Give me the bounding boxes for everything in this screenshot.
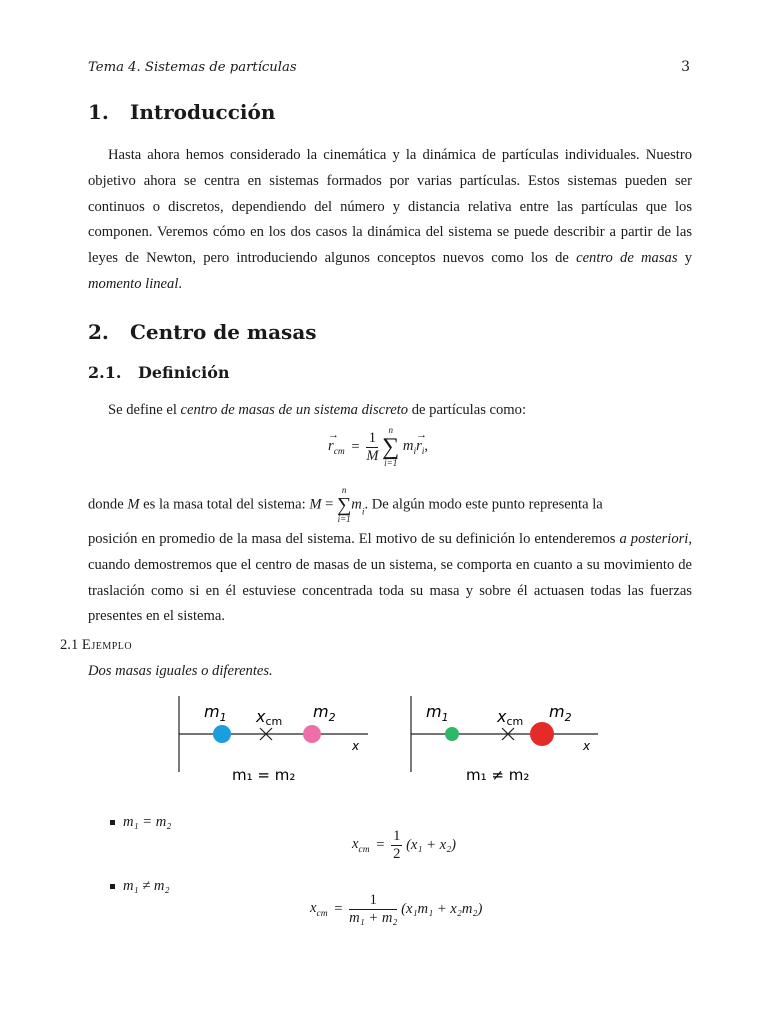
subscript: cm — [316, 908, 328, 919]
running-title: Tema 4. Sistemas de partículas — [88, 60, 297, 75]
fraction — [391, 828, 402, 863]
paragraph-text: . — [178, 275, 183, 292]
emphasis-term: momento lineal — [88, 275, 179, 292]
mass-symbol: m — [351, 496, 362, 513]
numerator: 1 — [366, 430, 378, 448]
paragraph-text: posición en promedio de la masa del sistema. El motivo de su definición lo entenderemos — [88, 531, 620, 547]
label-m2: $m_2$ — [549, 702, 572, 724]
equals-sign: = — [351, 438, 360, 455]
center-of-mass-equation — [328, 426, 428, 468]
paragraph-text: . De algún modo este punto representa la — [364, 496, 603, 513]
sum-term — [402, 428, 429, 457]
intro-paragraph — [88, 143, 692, 298]
denominator: M — [366, 447, 379, 464]
axis-label-x: x — [583, 739, 591, 753]
emphasis-term: centro de masas de un sistema discreto — [180, 402, 409, 418]
example-number: 2.1 — [60, 637, 79, 653]
equation-rhs: (x₁m₁ + x₂m₂) — [401, 901, 483, 917]
fraction — [349, 892, 397, 927]
sum-upper-limit: n — [388, 425, 393, 435]
two-masses-figure — [170, 692, 610, 792]
equation-rhs: (x₁ + x₂) — [406, 837, 457, 853]
case-unequal-masses — [110, 878, 170, 895]
vector-arrow-icon: → — [416, 428, 428, 441]
definition-sentence — [108, 402, 526, 419]
unequal-masses-caption: m₁ ≠ m₂ — [466, 766, 530, 784]
case-condition: m₁ ≠ m₂ — [123, 878, 170, 894]
paragraph-text: Se define el — [108, 402, 181, 418]
label-xcm: xcm — [256, 707, 283, 728]
unequal-masses-panel — [411, 696, 598, 784]
example-label: Ejemplo — [81, 637, 133, 653]
emphasis-term: centro de masas — [576, 250, 678, 267]
vector-arrow-icon: → — [328, 428, 339, 441]
equals-sign: = — [334, 901, 343, 917]
equals-sign: = — [321, 496, 338, 513]
punctuation: , — [424, 437, 429, 454]
bullet-icon — [110, 884, 115, 889]
total-mass-paragraph — [88, 527, 692, 630]
sum-lower-limit: i=1 — [384, 458, 398, 468]
denominator: m₁ + m₂ — [349, 910, 398, 926]
numerator: 1 — [393, 828, 401, 844]
mass-2-dot — [303, 725, 321, 743]
mass-1-dot — [445, 727, 459, 741]
example-heading — [60, 637, 132, 654]
section-number: 1. — [88, 100, 109, 124]
denominator: 2 — [393, 846, 401, 862]
label-xcm: xcm — [497, 707, 524, 728]
case-condition: m₁ = m₂ — [123, 814, 172, 830]
label-m1: $m_1$ — [426, 702, 449, 724]
axis-label-x: x — [352, 739, 360, 753]
sum-upper-limit: n — [341, 485, 347, 495]
mass-symbol: m — [402, 437, 414, 454]
equals-sign: = — [376, 837, 385, 853]
label-m1: $m_1$ — [204, 702, 227, 724]
mass-symbol: M — [309, 496, 322, 513]
numerator: 1 — [349, 892, 397, 910]
sigma-icon: ∑ — [382, 434, 400, 460]
vector-symbol: r — [416, 437, 422, 454]
emphasis-term: a posteriori — [619, 531, 689, 547]
section-title: Centro de masas — [130, 320, 317, 344]
case-equal-masses — [110, 814, 171, 831]
subscript: cm — [333, 446, 345, 457]
subscript: i — [413, 446, 417, 457]
paragraph-text: de partículas como: — [408, 402, 527, 418]
mass-1-dot — [213, 725, 231, 743]
example-subtitle-text: Dos masas iguales o diferentes. — [88, 663, 273, 679]
paragraph-text: y — [677, 250, 692, 267]
summation — [337, 486, 351, 524]
vector-symbol: r — [328, 437, 334, 454]
section-number: 2. — [88, 320, 109, 344]
subscript: i — [361, 507, 365, 518]
page-number: 3 — [681, 59, 690, 75]
mass-symbol: M — [127, 496, 140, 513]
position-symbol: x — [310, 900, 317, 917]
subsection-title: Definición — [138, 363, 230, 382]
sigma-icon: ∑ — [337, 494, 352, 516]
sum-lower-limit: i=1 — [337, 514, 351, 524]
position-vector — [328, 428, 345, 457]
subsection-heading — [88, 363, 230, 382]
subscript: cm — [358, 844, 370, 855]
mass-2-dot — [530, 722, 554, 746]
equal-masses-panel — [179, 696, 368, 784]
section-heading-2 — [88, 320, 317, 344]
paragraph-text: , cuando demostremos que el centro de masas de un sistema, se comporta en cuanto a su movimiento de traslación como si en él estuviese concentrada toda su masa y sobre él actuasen todas las fuerzas presentes en el sistema. — [88, 531, 693, 625]
total-mass-line — [88, 486, 692, 524]
equal-masses-equation — [352, 828, 456, 863]
position-symbol: x — [352, 836, 359, 853]
bullet-icon — [110, 820, 115, 825]
section-heading-1 — [88, 100, 275, 124]
paragraph-text: donde — [88, 496, 128, 513]
paragraph-text: Hasta ahora hemos considerado la cinemática y la dinámica de partículas individuales. Nuestro objetivo ahora se centra en sistemas formados por varias partículas. Estos sistemas pueden ser continuos o discretos, dependiendo del número y distancia relativa entre las partículas que los componen. Veremos cómo en los dos casos la dinámica del sistema se puede describir a partir de las leyes de Newton, pero introduciendo algunos conceptos nuevos como los de — [88, 147, 692, 267]
paragraph-text: es la masa total del sistema: — [139, 496, 310, 513]
equal-masses-caption: m₁ = m₂ — [232, 766, 296, 784]
subsection-number: 2.1. — [88, 363, 122, 382]
summation — [382, 426, 399, 468]
subscript: i — [421, 446, 425, 457]
label-m2: $m_2$ — [313, 702, 336, 724]
fraction — [366, 430, 378, 465]
example-subtitle — [88, 663, 273, 680]
unequal-masses-equation — [310, 892, 482, 927]
section-title: Introducción — [130, 100, 276, 124]
